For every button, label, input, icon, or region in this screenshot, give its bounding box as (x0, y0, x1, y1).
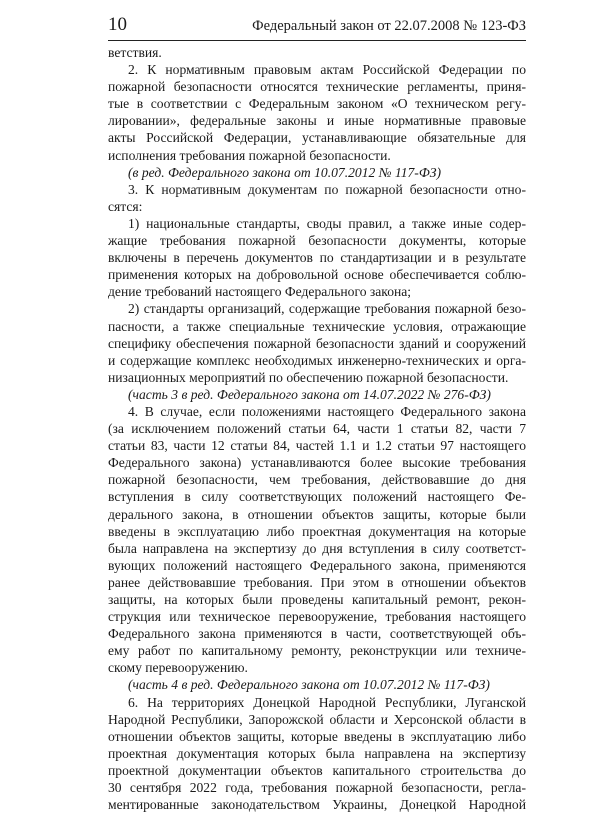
text-line: тые в соответствии с Федеральным законом «О техническом регу- (108, 96, 526, 112)
text-line: ментированные законодательством Украины, Донецкой Народной (108, 797, 526, 813)
page-header (108, 14, 526, 38)
text-line: скому перевооружению. (108, 660, 248, 676)
text-line: струкция или техническое перевооружение, требования настоящего (108, 609, 526, 625)
text-line: включены в перечень документов по стандартизации и в результате (108, 250, 526, 266)
text-line: 2. К нормативным правовым актам Российской Федерации по (128, 62, 526, 78)
header-divider (108, 40, 526, 41)
text-line: 3. К нормативным документам по пожарной безопасности отно- (128, 181, 526, 197)
text-line: жащие требования пожарной безопасности документы, которые (108, 233, 526, 249)
running-title: Федеральный закон от 22.07.2008 № 123-ФЗ (252, 18, 526, 34)
text-line: 30 сентября 2022 года, требования пожарной безопасности, регла- (108, 780, 526, 796)
text-line: Федерального закона) устанавливаются более высокие требования (108, 455, 526, 471)
text-line: вующих положений настоящего Федерального закона, применяются (108, 557, 526, 573)
amendment-note: (в ред. Федерального закона от 10.07.2012 № 117-ФЗ) (128, 164, 442, 180)
text-line: пожарной безопасности, чем требования, действовавшие до дня (108, 472, 526, 488)
text-line: дение требований настоящего Федерального закона; (108, 284, 412, 300)
text-line: лировании», федеральные законы и иные нормативные правовые (108, 113, 526, 129)
amendment-note: (часть 3 в ред. Федерального закона от 14.07.2022 № 276-ФЗ) (128, 386, 491, 402)
text-line: отношении объектов защиты, которые введены в эксплуатацию либо (108, 728, 526, 744)
text-line: была направлена на экспертизу до дня вступления в силу соответст- (108, 540, 526, 556)
text-line: 2) стандарты организаций, содержащие требования пожарной безо- (128, 301, 526, 317)
text-line: защиты, на которых были проведены капитальный ремонт, рекон- (108, 592, 526, 607)
text-line: проектной документации объектов капитального строительства до (108, 762, 526, 778)
text-line: Народной Республики, Запорожской области и Херсонской области в (108, 711, 526, 727)
text-line: и содержащие комплекс необходимых инженерно-технических и орга- (108, 352, 526, 368)
text-line: (за исключением положений статьи 64, части 1 статьи 82, части 7 (108, 421, 526, 437)
text-line: 6. На территориях Донецкой Народной Республики, Луганской (128, 694, 526, 710)
text-line: проектная документация которых была направлена на экспертизу (108, 745, 526, 761)
text-line: статьи 83, части 12 статьи 84, частей 1.1 и 1.2 статьи 97 настоящего (108, 438, 526, 454)
text-line: дерального закона, в отношении объектов защиты, которые были (108, 506, 526, 522)
text-line: низационных мероприятий по обеспечению пожарной безопасности. (108, 369, 509, 385)
body-text (108, 44, 526, 813)
text-line: Федерального закона применяются в части, соответствующей объ- (108, 626, 526, 642)
text-line: ветствия. (108, 45, 162, 60)
text-line: 4. В случае, если положениями настоящего Федерального закона (128, 403, 526, 419)
text-line: акты Российской Федерации, устанавливающие обязательные для (108, 130, 526, 146)
text-line: ему работ по капитальному ремонту, реконструкции или техниче- (108, 643, 526, 659)
text-line: 1) национальные стандарты, своды правил, а также иные содер- (128, 215, 526, 231)
text-line: пожарной безопасности относятся технические регламенты, приня- (108, 79, 526, 95)
text-line: специфику обеспечения пожарной безопасности зданий и сооружений (108, 335, 526, 351)
text-line: пасности, а также специальные технические условия, отражающие (108, 318, 526, 334)
text-line: сятся: (108, 198, 143, 214)
text-line: применения которых на добровольной основе обеспечивается соблю- (108, 267, 526, 283)
text-line: ранее действовавшие требования. При этом в отношении объектов (108, 574, 526, 590)
text-line: введены в эксплуатацию либо проектная документация на которые (108, 523, 526, 539)
text-line: вступления в силу соответствующих положений настоящего Фе- (108, 489, 526, 505)
text-line: исполнения требования пожарной безопасности. (108, 147, 391, 163)
page-number: 10 (108, 14, 127, 35)
amendment-note: (часть 4 в ред. Федерального закона от 10.07.2012 № 117-ФЗ) (128, 677, 490, 693)
